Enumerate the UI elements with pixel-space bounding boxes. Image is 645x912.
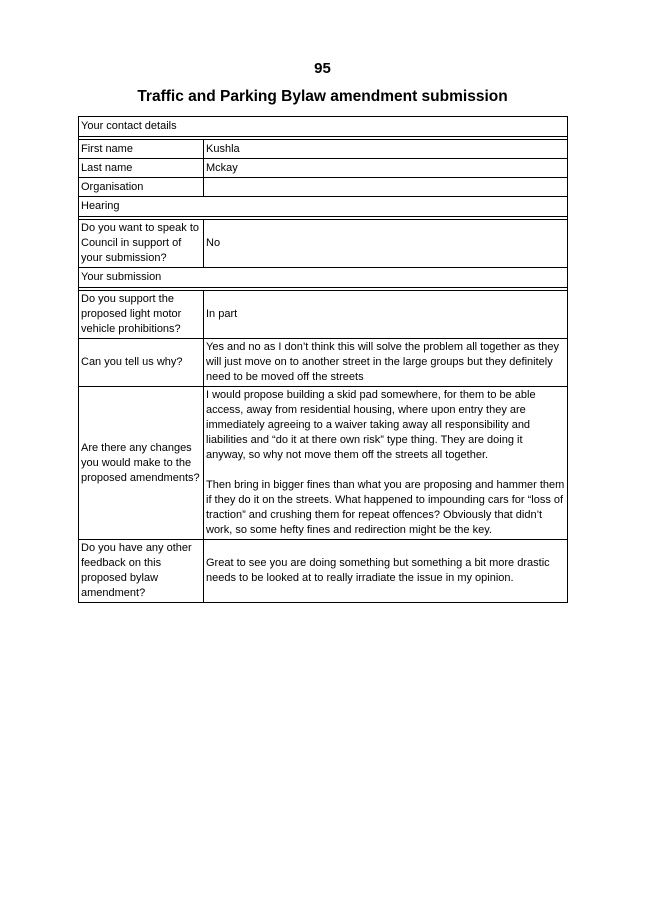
field-label: Are there any changes you would make to the proposed amendments? xyxy=(79,387,204,540)
form-row-why xyxy=(79,339,568,387)
field-label: Do you support the proposed light motor vehicle prohibitions? xyxy=(79,291,204,339)
field-label: Organisation xyxy=(79,178,204,197)
field-label: Do you want to speak to Council in support of your submission? xyxy=(79,220,204,268)
form-row-other-feedback xyxy=(79,540,568,603)
field-value xyxy=(204,387,568,540)
form-row-changes xyxy=(79,387,568,540)
field-value: In part xyxy=(204,291,568,339)
page-number: 95 xyxy=(314,60,331,77)
page-title: Traffic and Parking Bylaw amendment submission xyxy=(137,88,508,105)
field-value: Great to see you are doing something but something a bit more drastic needs to be looked at to really irradiate the issue in my opinion. xyxy=(204,540,568,603)
section-heading: Your submission xyxy=(79,268,568,288)
field-value: Kushla xyxy=(204,140,568,159)
section-heading: Hearing xyxy=(79,197,568,217)
form-row-support-prohibitions xyxy=(79,291,568,339)
section-heading: Your contact details xyxy=(79,117,568,137)
form-row-organisation xyxy=(79,178,568,197)
section-header-hearing xyxy=(79,197,568,217)
field-label: First name xyxy=(79,140,204,159)
field-value xyxy=(204,178,568,197)
field-label: Do you have any other feedback on this proposed bylaw amendment? xyxy=(79,540,204,603)
field-value: Yes and no as I don’t think this will solve the problem all together as they will just move on to another street in the large groups but they definitely need to be moved off the streets xyxy=(204,339,568,387)
field-value: No xyxy=(204,220,568,268)
section-header-submission xyxy=(79,268,568,288)
field-label: Can you tell us why? xyxy=(79,339,204,387)
answer-paragraph: Then bring in bigger fines than what you are proposing and hammer them if they do it on the streets. What happened to impounding cars for “loss of traction” and crushing them for repeat offences? Obviously that didn’t work, so some hefty fines and redirection might be the key. xyxy=(206,479,565,536)
answer-paragraph: I would propose building a skid pad somewhere, for them to be able access, away from residential housing, where upon entry they are immediately agreeing to a waiver taking away all responsibility and liabilities and “do it at there own risk” type thing. They are doing it anyway, so why not move them off the streets all together. xyxy=(206,389,536,461)
form-row-last-name xyxy=(79,159,568,178)
form-row-first-name xyxy=(79,140,568,159)
field-label: Last name xyxy=(79,159,204,178)
field-value: Mckay xyxy=(204,159,568,178)
section-header-contact xyxy=(79,117,568,137)
form-row-speak-to-council xyxy=(79,220,568,268)
submission-form-table xyxy=(78,116,568,603)
